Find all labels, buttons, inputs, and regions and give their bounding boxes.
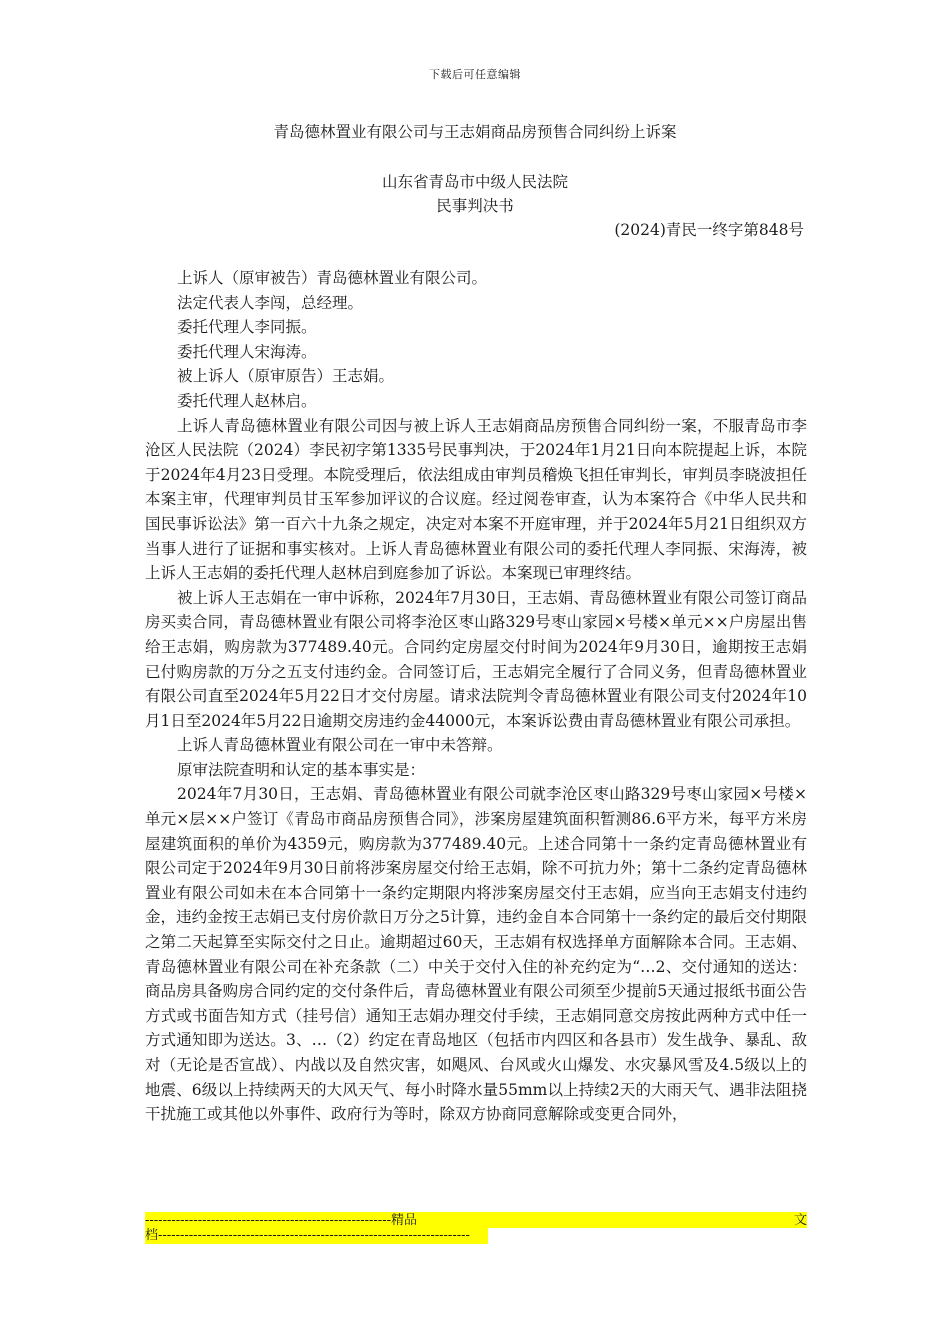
first-instance-claim-paragraph: 被上诉人王志娟在一审中诉称，2024年7月30日，王志娟、青岛德林置业有限公司签订商品房买卖合同，青岛德林置业有限公司将李沧区枣山路329号枣山家园×号楼×单元××户房屋出售给王志娟，购房款为377489.40元。合同约定房屋交付时间为2024年9月30日，逾期按王志娟已付购房款的万分之五支付违约金。合同签订后，王志娟完全履行了合同义务，但青岛德林置业有限公司直至2024年5月22日才交付房屋。请求法院判令青岛德林置业有限公司支付2024年10月1日至2024年5月22日逾期交房违约金44000元，本案诉讼费由青岛德林置业有限公司承担。	[145, 588, 807, 730]
footer-dashes: --------------------------------------------------------	[145, 1212, 391, 1228]
court-name: 山东省青岛市中级人民法院	[381, 173, 568, 191]
appellant-line: 上诉人（原审被告）青岛德林置业有限公司。	[177, 269, 488, 287]
appellant-agent-line: 委托代理人李同振。	[177, 318, 317, 337]
facts-paragraph: 2024年7月30日，王志娟、青岛德林置业有限公司就李沧区枣山路329号枣山家园×号楼×单元×层××户签订《青岛市商品房预售合同》，涉案房屋建筑面积暂测86.6平方米，每平方米房屋建筑面积的单价为4359元，购房款为377489.40元。上述合同第十一条约定青岛德林置业有限公司定于2024年9月30日前将涉案房屋交付给王志娟，除不可抗力外；第十二条约定青岛德林置业有限公司如未在本合同第十一条约定期限内将涉案房屋交付王志娟，应当向王志娟支付违约金，违约金按王志娟已支付房价款日万分之5计算，违约金自本合同第十一条约定的最后交付期限之第二天起算至实际交付之日止。逾期超过60天，王志娟有权选择单方面解除本合同。王志娟、青岛德林置业有限公司在补充条款（二）中关于交付入住的补充约定为“…2、交付通知的送达：商品房具备购房合同约定的交付条件后，青岛德林置业有限公司须至少提前5天通过报纸书面公告方式或书面告知方式（挂号信）通知王志娟办理交付手续，王志娟同意交房按此两种方式中任一方式通知即为送达。3、…（2）约定在青岛地区（包括市内四区和各县市）发生战争、暴乱、敌对（无论是否宣战）、内战以及自然灾害，如飓风、台风或火山爆发、水灾暴风雪及4.5级以上的地震、6级以上持续两天的大风天气、每小时降水量55mm以上持续2天的大雨天气、遇非法阻挠干扰施工或其他以外事件、政府行为等时，除双方协商同意解除或变更合同外，	[145, 785, 807, 1124]
legal-representative-line: 法定代表人李闯，总经理。	[177, 293, 364, 312]
appellee-agent-line: 委托代理人赵林启。	[177, 391, 317, 410]
footer-line-1	[145, 1212, 807, 1228]
header-note: 下载后可任意编辑	[429, 68, 521, 81]
footer-char: 品	[404, 1212, 418, 1228]
appellee-line: 被上诉人（原审原告）王志娟。	[177, 367, 395, 386]
judgment-body	[145, 266, 807, 1127]
facts-heading: 原审法院查明和认定的基本事实是：	[177, 760, 426, 779]
footer-char: 精	[390, 1212, 404, 1228]
document-type: 民事判决书	[436, 197, 514, 215]
footer-char: 文	[793, 1212, 807, 1228]
case-title: 青岛德林置业有限公司与王志娟商品房预售合同纠纷上诉案	[273, 123, 677, 141]
footer-watermark	[145, 1212, 807, 1248]
case-number: (2024)青民一终字第848号	[614, 221, 804, 239]
footer-char: 档	[145, 1228, 159, 1243]
footer-dashes: -----------------------------------------------------------------------	[158, 1228, 470, 1243]
footer-line-2	[145, 1228, 488, 1244]
appellant-agent-line: 委托代理人宋海涛。	[177, 342, 317, 361]
procedure-paragraph: 上诉人青岛德林置业有限公司因与被上诉人王志娟商品房预售合同纠纷一案，不服青岛市李沧区人民法院（2024）李民初字第1335号民事判决，于2024年1月21日向本院提起上诉，本院于2024年4月23日受理。本院受理后，依法组成由审判员稽焕飞担任审判长，审判员李晓波担任本案主审，代理审判员甘玉军参加评议的合议庭。经过阅卷审查，认为本案符合《中华人民共和国民事诉讼法》第一百六十九条之规定，决定对本案不开庭审理，并于2024年5月21日组织双方当事人进行了证据和事实核对。上诉人青岛德林置业有限公司的委托代理人李同振、宋海涛，被上诉人王志娟的委托代理人赵林启到庭参加了诉讼。本案现已审理终结。	[145, 416, 807, 583]
first-instance-defense-paragraph: 上诉人青岛德林置业有限公司在一审中未答辩。	[177, 736, 503, 755]
